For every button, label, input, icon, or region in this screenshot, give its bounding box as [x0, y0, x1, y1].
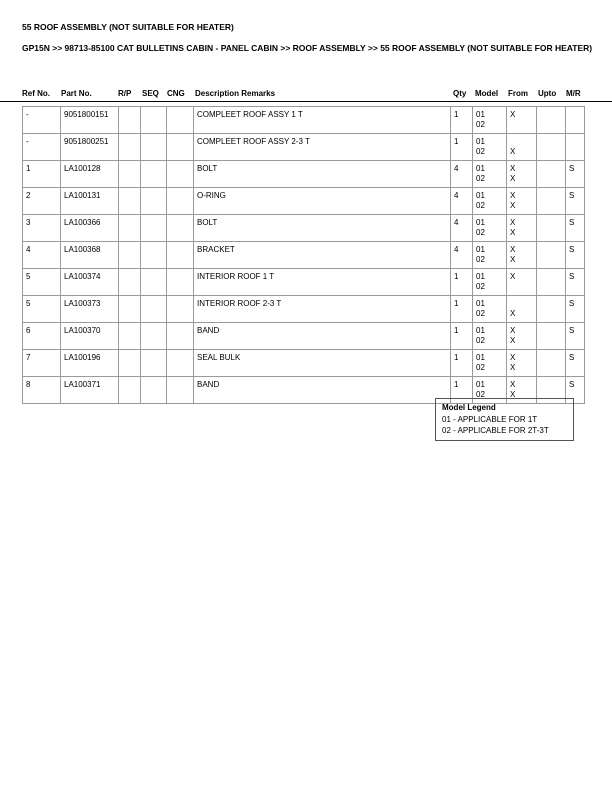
cell-model — [473, 188, 507, 215]
cell-from-line — [510, 299, 533, 309]
cell-from-line: X — [510, 228, 516, 237]
cell-model-line: 02 — [476, 120, 485, 129]
cell-desc: INTERIOR ROOF 1 T — [194, 269, 451, 296]
column-header-qty: Qty — [453, 89, 467, 98]
cell-model-line: 01 — [476, 353, 485, 362]
cell-from-line: X — [510, 164, 516, 173]
cell-desc: BAND — [194, 377, 451, 404]
cell-model-line: 02 — [476, 147, 485, 156]
cell-qty: 1 — [451, 107, 473, 134]
cell-cng — [167, 161, 194, 188]
cell-model-line: 01 — [476, 164, 485, 173]
cell-model-line: 02 — [476, 228, 485, 237]
cell-from-line — [510, 137, 533, 147]
table-row — [23, 296, 585, 323]
cell-seq — [141, 350, 167, 377]
cell-from-line: X — [510, 363, 516, 372]
cell-model-line: 01 — [476, 299, 485, 308]
table-row — [23, 107, 585, 134]
cell-part: LA100128 — [61, 161, 119, 188]
cell-model-line: 01 — [476, 326, 485, 335]
cell-ref: 6 — [23, 323, 61, 350]
cell-ref: - — [23, 107, 61, 134]
cell-from-line: X — [510, 272, 516, 281]
column-header-cng: CNG — [167, 89, 185, 98]
model-legend — [435, 398, 574, 441]
cell-model-line: 01 — [476, 191, 485, 200]
cell-mr: S — [566, 161, 585, 188]
cell-qty: 4 — [451, 161, 473, 188]
table-row — [23, 242, 585, 269]
cell-upto — [537, 323, 566, 350]
cell-desc: BOLT — [194, 161, 451, 188]
cell-from-line: X — [510, 174, 516, 183]
cell-seq — [141, 134, 167, 161]
cell-upto — [537, 188, 566, 215]
cell-ref: 3 — [23, 215, 61, 242]
cell-rp — [119, 188, 141, 215]
cell-qty: 1 — [451, 269, 473, 296]
cell-model — [473, 269, 507, 296]
cell-model-line: 01 — [476, 218, 485, 227]
cell-mr: S — [566, 296, 585, 323]
header-divider — [0, 101, 612, 102]
cell-rp — [119, 242, 141, 269]
cell-desc: BRACKET — [194, 242, 451, 269]
cell-cng — [167, 188, 194, 215]
cell-ref: 5 — [23, 269, 61, 296]
cell-rp — [119, 134, 141, 161]
cell-part: LA100373 — [61, 296, 119, 323]
cell-qty: 4 — [451, 215, 473, 242]
cell-from-line: X — [510, 245, 516, 254]
cell-from-line: X — [510, 336, 516, 345]
cell-upto — [537, 350, 566, 377]
cell-seq — [141, 161, 167, 188]
cell-cng — [167, 323, 194, 350]
column-header-desc: Description Remarks — [195, 89, 276, 98]
cell-cng — [167, 350, 194, 377]
cell-qty: 1 — [451, 350, 473, 377]
cell-cng — [167, 242, 194, 269]
cell-model — [473, 296, 507, 323]
cell-upto — [537, 296, 566, 323]
cell-ref: 4 — [23, 242, 61, 269]
cell-upto — [537, 134, 566, 161]
cell-rp — [119, 215, 141, 242]
cell-upto — [537, 269, 566, 296]
table-row — [23, 350, 585, 377]
cell-part: LA100366 — [61, 215, 119, 242]
legend-item: 02 - APPLICABLE FOR 2T-3T — [442, 426, 549, 435]
cell-mr: S — [566, 269, 585, 296]
cell-cng — [167, 296, 194, 323]
cell-seq — [141, 215, 167, 242]
cell-mr: S — [566, 188, 585, 215]
cell-from-line: X — [510, 218, 516, 227]
cell-model-line: 01 — [476, 380, 485, 389]
cell-mr — [566, 134, 585, 161]
table-row — [23, 134, 585, 161]
cell-from — [507, 242, 537, 269]
cell-from — [507, 215, 537, 242]
cell-from-line: X — [510, 390, 516, 399]
page-title: 55 ROOF ASSEMBLY (NOT SUITABLE FOR HEATER) — [22, 22, 234, 32]
cell-mr: S — [566, 377, 585, 404]
cell-model-line: 02 — [476, 174, 485, 183]
cell-from-line: X — [510, 147, 516, 156]
cell-model-line: 02 — [476, 363, 485, 372]
cell-mr: S — [566, 242, 585, 269]
cell-upto — [537, 107, 566, 134]
cell-from — [507, 350, 537, 377]
cell-rp — [119, 161, 141, 188]
cell-ref: - — [23, 134, 61, 161]
cell-model — [473, 107, 507, 134]
cell-model-line: 02 — [476, 282, 485, 291]
cell-desc: BOLT — [194, 215, 451, 242]
cell-qty: 4 — [451, 188, 473, 215]
cell-rp — [119, 269, 141, 296]
cell-part: LA100131 — [61, 188, 119, 215]
cell-model-line: 02 — [476, 309, 485, 318]
cell-from — [507, 161, 537, 188]
cell-model-line: 02 — [476, 336, 485, 345]
breadcrumb: GP15N >> 98713-85100 CAT BULLETINS CABIN - PANEL CABIN >> ROOF ASSEMBLY >> 55 ROOF ASSEMBLY (NOT SUITABLE FOR HEATER) — [22, 43, 593, 53]
cell-qty: 1 — [451, 323, 473, 350]
cell-ref: 2 — [23, 188, 61, 215]
table-row — [23, 269, 585, 296]
cell-mr: S — [566, 350, 585, 377]
cell-seq — [141, 323, 167, 350]
cell-model — [473, 215, 507, 242]
cell-from-line — [510, 120, 533, 130]
cell-desc: O-RING — [194, 188, 451, 215]
cell-from-line — [510, 282, 533, 292]
cell-model — [473, 242, 507, 269]
column-header-ref: Ref No. — [22, 89, 50, 98]
column-header-upto: Upto — [538, 89, 557, 98]
cell-rp — [119, 377, 141, 404]
cell-desc: INTERIOR ROOF 2-3 T — [194, 296, 451, 323]
cell-from-line: X — [510, 309, 516, 318]
cell-from-line: X — [510, 255, 516, 264]
cell-from-line: X — [510, 201, 516, 210]
cell-desc: BAND — [194, 323, 451, 350]
parts-table — [22, 106, 585, 404]
cell-from-line: X — [510, 326, 516, 335]
column-header-from: From — [508, 89, 528, 98]
cell-model-line: 02 — [476, 390, 485, 399]
cell-cng — [167, 215, 194, 242]
cell-qty: 1 — [451, 377, 473, 404]
table-row — [23, 215, 585, 242]
cell-model-line: 01 — [476, 110, 485, 119]
table-header — [22, 89, 594, 99]
cell-from — [507, 188, 537, 215]
table-row — [23, 161, 585, 188]
cell-rp — [119, 107, 141, 134]
cell-upto — [537, 215, 566, 242]
cell-part: LA100368 — [61, 242, 119, 269]
cell-model-line: 01 — [476, 137, 485, 146]
cell-from-line: X — [510, 380, 516, 389]
cell-ref: 7 — [23, 350, 61, 377]
cell-seq — [141, 269, 167, 296]
cell-model — [473, 323, 507, 350]
cell-ref: 1 — [23, 161, 61, 188]
cell-seq — [141, 377, 167, 404]
cell-model — [473, 161, 507, 188]
cell-qty: 4 — [451, 242, 473, 269]
cell-upto — [537, 242, 566, 269]
cell-ref: 5 — [23, 296, 61, 323]
cell-cng — [167, 134, 194, 161]
cell-desc: COMPLEET ROOF ASSY 1 T — [194, 107, 451, 134]
cell-ref: 8 — [23, 377, 61, 404]
cell-model-line: 02 — [476, 255, 485, 264]
cell-qty: 1 — [451, 296, 473, 323]
cell-part: LA100374 — [61, 269, 119, 296]
cell-mr: S — [566, 215, 585, 242]
cell-from-line: X — [510, 110, 516, 119]
cell-part: 9051800251 — [61, 134, 119, 161]
legend-title: Model Legend — [442, 403, 496, 412]
cell-upto — [537, 161, 566, 188]
legend-item: 01 - APPLICABLE FOR 1T — [442, 415, 538, 424]
cell-cng — [167, 377, 194, 404]
column-header-mr: M/R — [566, 89, 581, 98]
cell-part: 9051800151 — [61, 107, 119, 134]
cell-model-line: 02 — [476, 201, 485, 210]
cell-mr: S — [566, 323, 585, 350]
cell-cng — [167, 107, 194, 134]
cell-from — [507, 269, 537, 296]
cell-seq — [141, 188, 167, 215]
cell-model-line: 01 — [476, 245, 485, 254]
column-header-seq: SEQ — [142, 89, 159, 98]
cell-part: LA100370 — [61, 323, 119, 350]
table-row — [23, 323, 585, 350]
cell-part: LA100196 — [61, 350, 119, 377]
cell-cng — [167, 269, 194, 296]
column-header-rp: R/P — [118, 89, 132, 98]
cell-mr — [566, 107, 585, 134]
cell-seq — [141, 242, 167, 269]
cell-qty: 1 — [451, 134, 473, 161]
cell-from — [507, 107, 537, 134]
cell-rp — [119, 350, 141, 377]
cell-from — [507, 134, 537, 161]
cell-model — [473, 134, 507, 161]
cell-rp — [119, 323, 141, 350]
cell-from — [507, 296, 537, 323]
cell-model-line: 01 — [476, 272, 485, 281]
cell-desc: SEAL BULK — [194, 350, 451, 377]
cell-model — [473, 350, 507, 377]
cell-from-line: X — [510, 353, 516, 362]
table-row — [23, 188, 585, 215]
cell-from-line: X — [510, 191, 516, 200]
cell-rp — [119, 296, 141, 323]
cell-part: LA100371 — [61, 377, 119, 404]
column-header-part: Part No. — [61, 89, 92, 98]
cell-from — [507, 323, 537, 350]
cell-seq — [141, 107, 167, 134]
cell-seq — [141, 296, 167, 323]
cell-desc: COMPLEET ROOF ASSY 2-3 T — [194, 134, 451, 161]
column-header-model: Model — [475, 89, 499, 98]
